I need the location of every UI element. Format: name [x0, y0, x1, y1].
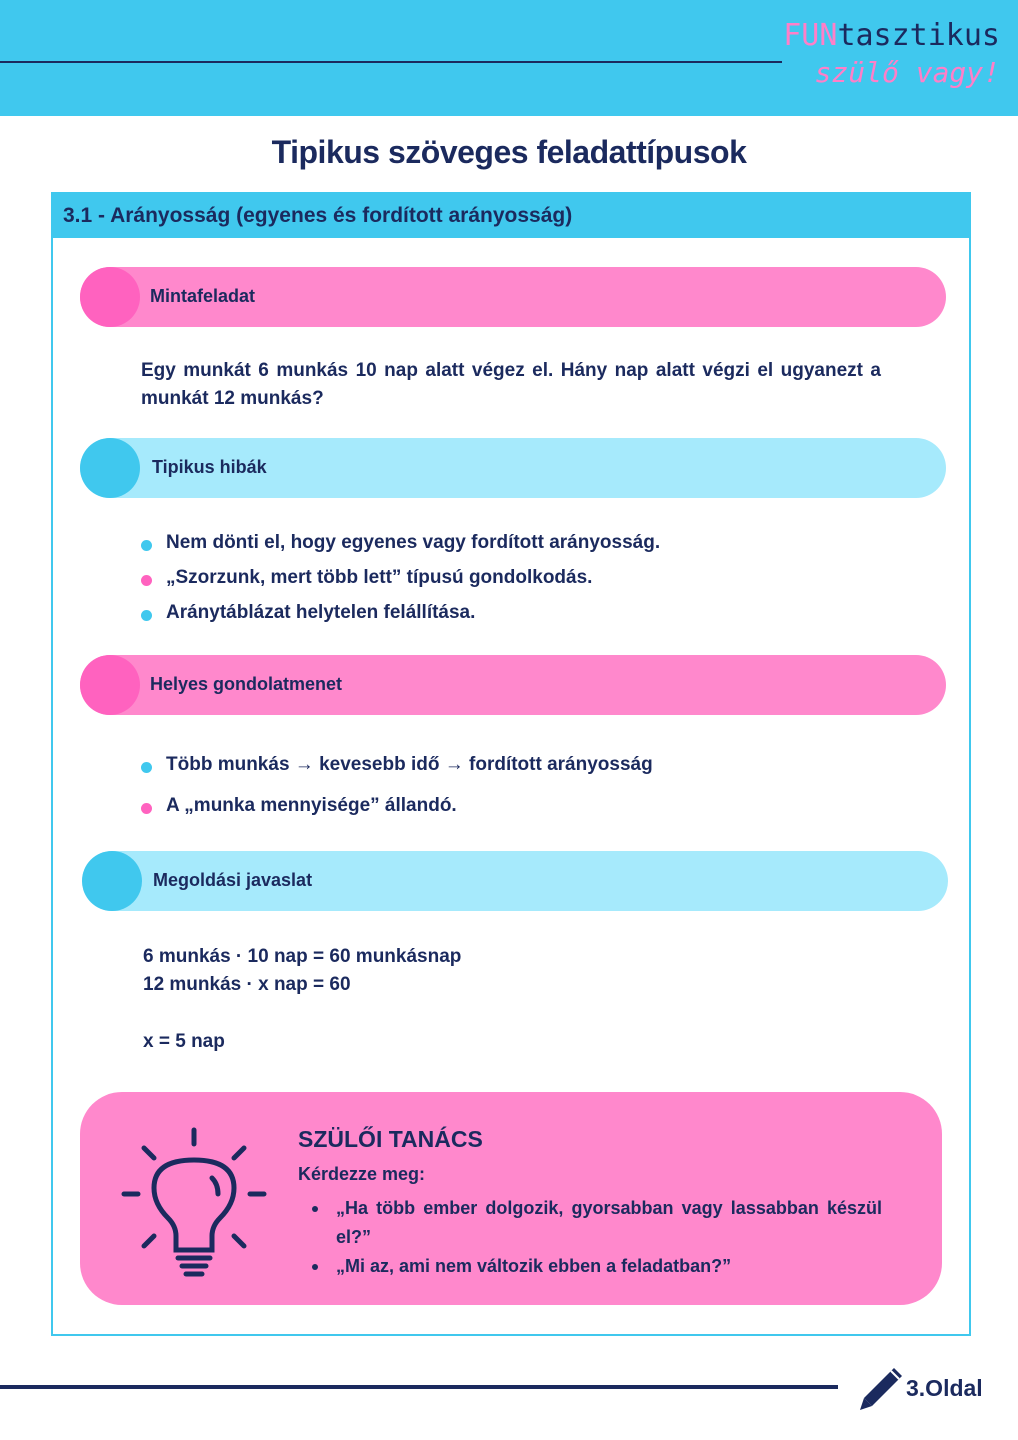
- bullet-dot: [312, 1264, 318, 1270]
- example-label: Mintafeladat: [150, 286, 256, 306]
- section-header: [53, 194, 969, 238]
- logo-rest: tasztikus: [837, 18, 1000, 53]
- list-item: [141, 754, 901, 795]
- header-divider: [0, 61, 782, 63]
- section-title: 3.1 - Arányosság (egyenes és fordított arányosság): [63, 204, 573, 227]
- solution-dot: [82, 851, 142, 911]
- tip-intro: Kérdezze meg:: [298, 1164, 426, 1184]
- bullet-dot: [312, 1206, 318, 1212]
- example-text: Egy munkát 6 munkás 10 nap alatt végez el. Hány nap alatt végzi el ugyanezt a munkát 12 munkás?: [141, 360, 881, 409]
- list-item-text: Nem dönti el, hogy egyenes vagy fordított arányosság.: [166, 532, 661, 553]
- mistakes-list: [141, 532, 901, 637]
- list-item: [141, 567, 901, 602]
- list-item: [141, 532, 901, 567]
- example-dot: [80, 267, 140, 327]
- bullet-dot: [141, 803, 152, 814]
- reasoning-label: Helyes gondolatmenet: [150, 674, 343, 694]
- lightbulb-icon: [114, 1122, 274, 1282]
- example-header: [80, 267, 946, 327]
- logo-fun: FUN: [783, 18, 838, 53]
- solution-line-1: 6 munkás · 10 nap = 60 munkásnap: [143, 946, 462, 967]
- bullet-dot: [141, 610, 152, 621]
- reasoning-header: [80, 655, 946, 715]
- reasoning-list: [141, 754, 901, 830]
- bullet-dot: [141, 540, 152, 551]
- bullet-dot: [141, 762, 152, 773]
- parent-tip-box: [80, 1092, 942, 1305]
- page-title: Tipikus szöveges feladattípusok: [271, 134, 747, 170]
- list-item-text: Több munkás → kevesebb idő → fordított arányosság: [166, 754, 653, 775]
- logo-wordmark: [783, 18, 1000, 54]
- brand-logo: [783, 18, 1000, 90]
- list-item: [141, 795, 901, 830]
- mistakes-dot: [80, 438, 140, 498]
- solution-header: [82, 851, 948, 911]
- bullet-dot: [141, 575, 152, 586]
- page-number: 3.Oldal: [906, 1375, 983, 1401]
- list-item-text: A „munka mennyisége” állandó.: [166, 795, 457, 816]
- list-item: [298, 1252, 882, 1281]
- list-item-text: „Mi az, ami nem változik ebben a feladatban?”: [336, 1256, 732, 1276]
- list-item: [141, 602, 901, 637]
- logo-tagline: szülő vagy!: [814, 56, 1000, 89]
- footer-divider: [0, 1385, 838, 1389]
- solution-line-2: 12 munkás · x nap = 60: [143, 974, 351, 995]
- list-item-text: „Szorzunk, mert több lett” típusú gondolkodás.: [166, 567, 593, 588]
- list-item-text: „Ha több ember dolgozik, gyorsabban vagy lassabban készül el?”: [336, 1198, 882, 1247]
- solution-result: x = 5 nap: [143, 1031, 225, 1052]
- tip-list: [298, 1194, 882, 1281]
- reasoning-dot: [80, 655, 140, 715]
- mistakes-header: [80, 438, 946, 498]
- list-item: [298, 1194, 882, 1252]
- pencil-icon: [856, 1364, 906, 1414]
- mistakes-label: Tipikus hibák: [152, 457, 267, 477]
- list-item-text: Aránytáblázat helytelen felállítása.: [166, 602, 476, 623]
- tip-title: SZÜLŐI TANÁCS: [298, 1126, 483, 1152]
- solution-label: Megoldási javaslat: [153, 870, 313, 890]
